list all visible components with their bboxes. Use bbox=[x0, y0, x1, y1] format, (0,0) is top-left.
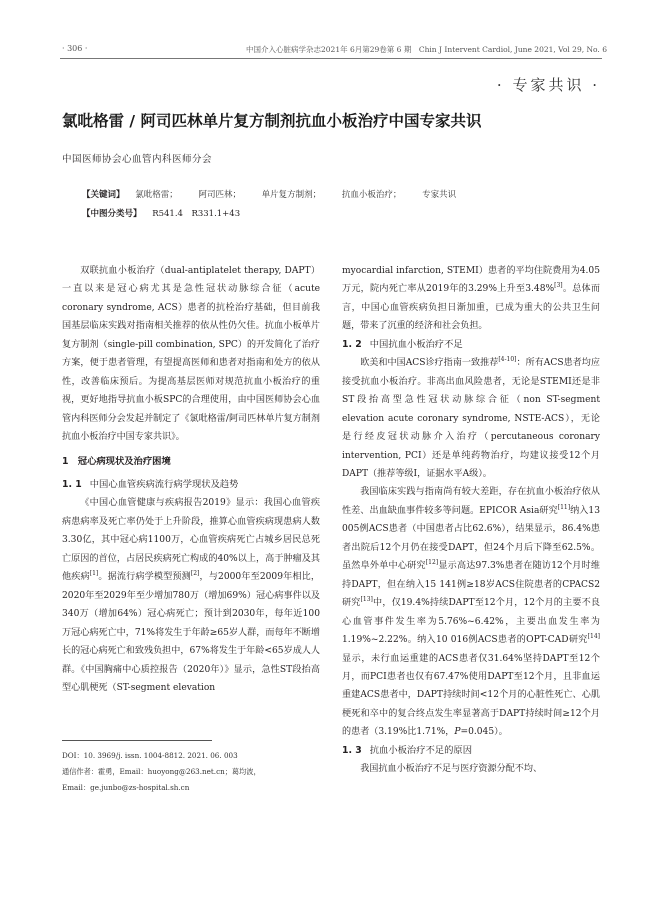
doi: DOI：10. 3969/j. issn. 1004-8812. 2021. 06. 003 bbox=[62, 751, 238, 760]
subsection-heading-1-2 bbox=[342, 336, 600, 354]
subsection-title: 中国抗血小板治疗不足 bbox=[369, 338, 463, 350]
page-number: · 306 · bbox=[62, 44, 88, 53]
header-divider bbox=[60, 58, 602, 59]
subsection-title: 中国心血管疾病流行病学现状及趋势 bbox=[89, 478, 239, 490]
text-run: 欧美和中国ACS诊疗指南一致推荐 bbox=[360, 358, 499, 369]
body-paragraph bbox=[342, 262, 600, 336]
subsection-heading-1-1 bbox=[62, 476, 320, 494]
text-run: =0.045）。 bbox=[460, 727, 508, 738]
keyword: 单片复方制剂； bbox=[261, 190, 322, 200]
citation: [2] bbox=[190, 570, 200, 578]
section-heading-1: 1 冠心病现状及治疗困境 bbox=[62, 455, 171, 467]
subsection-heading-1-3 bbox=[342, 742, 600, 760]
text-run: 中，仅19.4%持续DAPT至12个月，12个月的主要不良心血管事件发生率为5.76%~6.42%，主要出血发生率为1.19%~2.22%。纳入10 016例ACS患者的OPT-CAD研究 bbox=[342, 598, 600, 646]
intro-paragraph: 双联抗血小板治疗（dual-antiplatelet therapy, DAPT）一直以来是冠心病尤其是急性冠状动脉综合征（acute coronary syndrome, ACS）患者的抗栓治疗基础，但目前我国基层临床实践对指南相关推荐的依从性仍欠佳。抗血小板单片复方制剂（single-pill combination, SPC）的开发简化了治疗方案，便于患者管理，有望提高医师和患者对指南和处方的依从性，改善临床预后。为提高基层医师对规范抗血小板治疗的重视，更好地指导抗血小板SPC的合理使用，由中国医师协会心血管内科医师分会发起并制定了《氯吡格雷/阿司匹林单片复方制剂抗血小板治疗中国专家共识》。 bbox=[62, 266, 320, 443]
citation: [1] bbox=[89, 570, 99, 578]
keyword: 抗血小板治疗； bbox=[341, 190, 402, 200]
text-run: 显示高达97.3%患者在随访12个月时维持DAPT，但在纳入15 141例≥18岁ACS住院患者的CPACS2研究 bbox=[342, 561, 600, 609]
text-run: 我国临床实践与指南尚有较大差距，存在抗血小板治疗依从性差、出血缺血事件较多等问题。EPICOR Asia研究 bbox=[342, 487, 600, 516]
text-run: ，与2000年至2009年相比，2020年至2029年至少增加780万（增加69%）冠心病事件以及340万（增加64%）冠心病死亡；预计到2030年，每年近100万冠心病死亡中，71%将发生于年龄≥65岁人群，而每年不断增长的冠心病死亡和致残负担中，67%将发生于年龄<65岁成人人群。《中国胸痛中心质控报告（2020年）》显示，急性ST段抬高型心肌梗死（ST-segment elevation bbox=[62, 572, 320, 693]
body-paragraph bbox=[62, 494, 320, 697]
body-paragraph: 我国抗血小板治疗不足与医疗资源分配不均、 bbox=[360, 764, 543, 775]
article-authors: 中国医师协会心血管内科医师分会 bbox=[62, 154, 213, 165]
text-run: 。据流行病学模型预测 bbox=[98, 572, 191, 583]
correspondence: 通信作者：霍勇，Email：huoyong@263.net.cn；葛均波， bbox=[62, 767, 261, 776]
footnotes bbox=[62, 748, 320, 796]
text-run: ：所有ACS患者均应接受抗血小板治疗。非高出血风险患者，无论是STEMI还是非ST段抬高型急性冠状动脉综合征（non ST-segment elevation acute coronary syndrome, NSTE-ACS），无论是行经皮冠状动脉介入治疗（percutaneous coronary intervention, PCI）还是单纯药物治疗，均建议接受12个月DAPT（推荐等级Ⅰ，证据水平A级）。 bbox=[342, 358, 600, 479]
keyword: 阿司匹林； bbox=[198, 190, 241, 200]
body-paragraph bbox=[342, 483, 600, 741]
citation: [3] bbox=[554, 282, 563, 290]
citation: [12] bbox=[425, 559, 439, 567]
subsection-number: 1. 2 bbox=[342, 338, 362, 350]
citation: [13] bbox=[360, 596, 373, 604]
subsection-number: 1. 1 bbox=[62, 478, 82, 490]
text-run: 纳入13 005例ACS患者（中国患者占比62.6%），结果显示，86.4%患者出院后12个月仍在接受DAPT，但24个月后下降至62.5%。虽然阜外单中心研究 bbox=[342, 505, 600, 572]
keyword: 专家共识 bbox=[422, 190, 457, 200]
citation: [11] bbox=[557, 503, 571, 511]
text-run: 《中国心血管健康与疾病报告2019》显示：我国心血管疾病患病率及死亡率仍处于上升阶段，推算心血管疾病现患病人数3.30亿，其中冠心病1100万，心血管疾病死亡占城乡居民总死亡原因的首位，占居民疾病死亡构成的40%以上，高于肿瘤及其他疾病 bbox=[62, 498, 320, 583]
subsection-title: 抗血小板治疗不足的原因 bbox=[369, 744, 472, 756]
classification-codes: R541.4 R331.1+43 bbox=[152, 209, 241, 219]
keywords-label: 【关键词】 bbox=[82, 190, 125, 200]
journal-header: 中国介入心脏病学杂志2021年 6月第29卷第 6 期 Chin J Intervent Cardiol, June 2021, Vol 29, No. 6 bbox=[246, 45, 607, 54]
keywords-row bbox=[82, 188, 474, 200]
classification-row bbox=[82, 207, 240, 219]
citation: [14] bbox=[587, 633, 600, 641]
subsection-number: 1. 3 bbox=[342, 744, 362, 756]
footnote-divider bbox=[62, 740, 212, 741]
article-title: 氯吡格雷 / 阿司匹林单片复方制剂抗血小板治疗中国专家共识 bbox=[62, 112, 482, 130]
body-paragraph bbox=[342, 354, 600, 483]
left-column bbox=[62, 262, 320, 697]
text-run: myocardial infarction, STEMI）患者的平均住院费用为4.05万元，院内死亡率从2019年的3.29%上升至3.48% bbox=[342, 266, 600, 295]
keyword: 氯吡格雷； bbox=[135, 190, 178, 200]
text-run: 。总体而言，中国心血管疾病负担日渐加重，已成为重大的公共卫生问题，带来了沉重的经济和社会负担。 bbox=[342, 284, 600, 332]
right-column bbox=[342, 262, 600, 779]
text-run: 显示，未行血运重建的ACS患者仅31.64%坚持DAPT至12个月，而PCI患者也仅有67.47%使用DAPT至12个月，且非血运重建ACS患者中，DAPT持续时间<12个月的心脏性死亡、心肌梗死和卒中的复合终点发生率显著高于DAPT持续时间≥12个月的患者（3.19%比1.71%， bbox=[342, 653, 600, 738]
p-value-label: P bbox=[454, 727, 461, 738]
section-tag: · 专家共识 · bbox=[496, 76, 600, 94]
citation: [4-10] bbox=[498, 356, 517, 364]
classification-label: 【中图分类号】 bbox=[82, 209, 142, 219]
correspondence-email: Email：ge.junbo@zs-hospital.sh.cn bbox=[62, 783, 190, 792]
